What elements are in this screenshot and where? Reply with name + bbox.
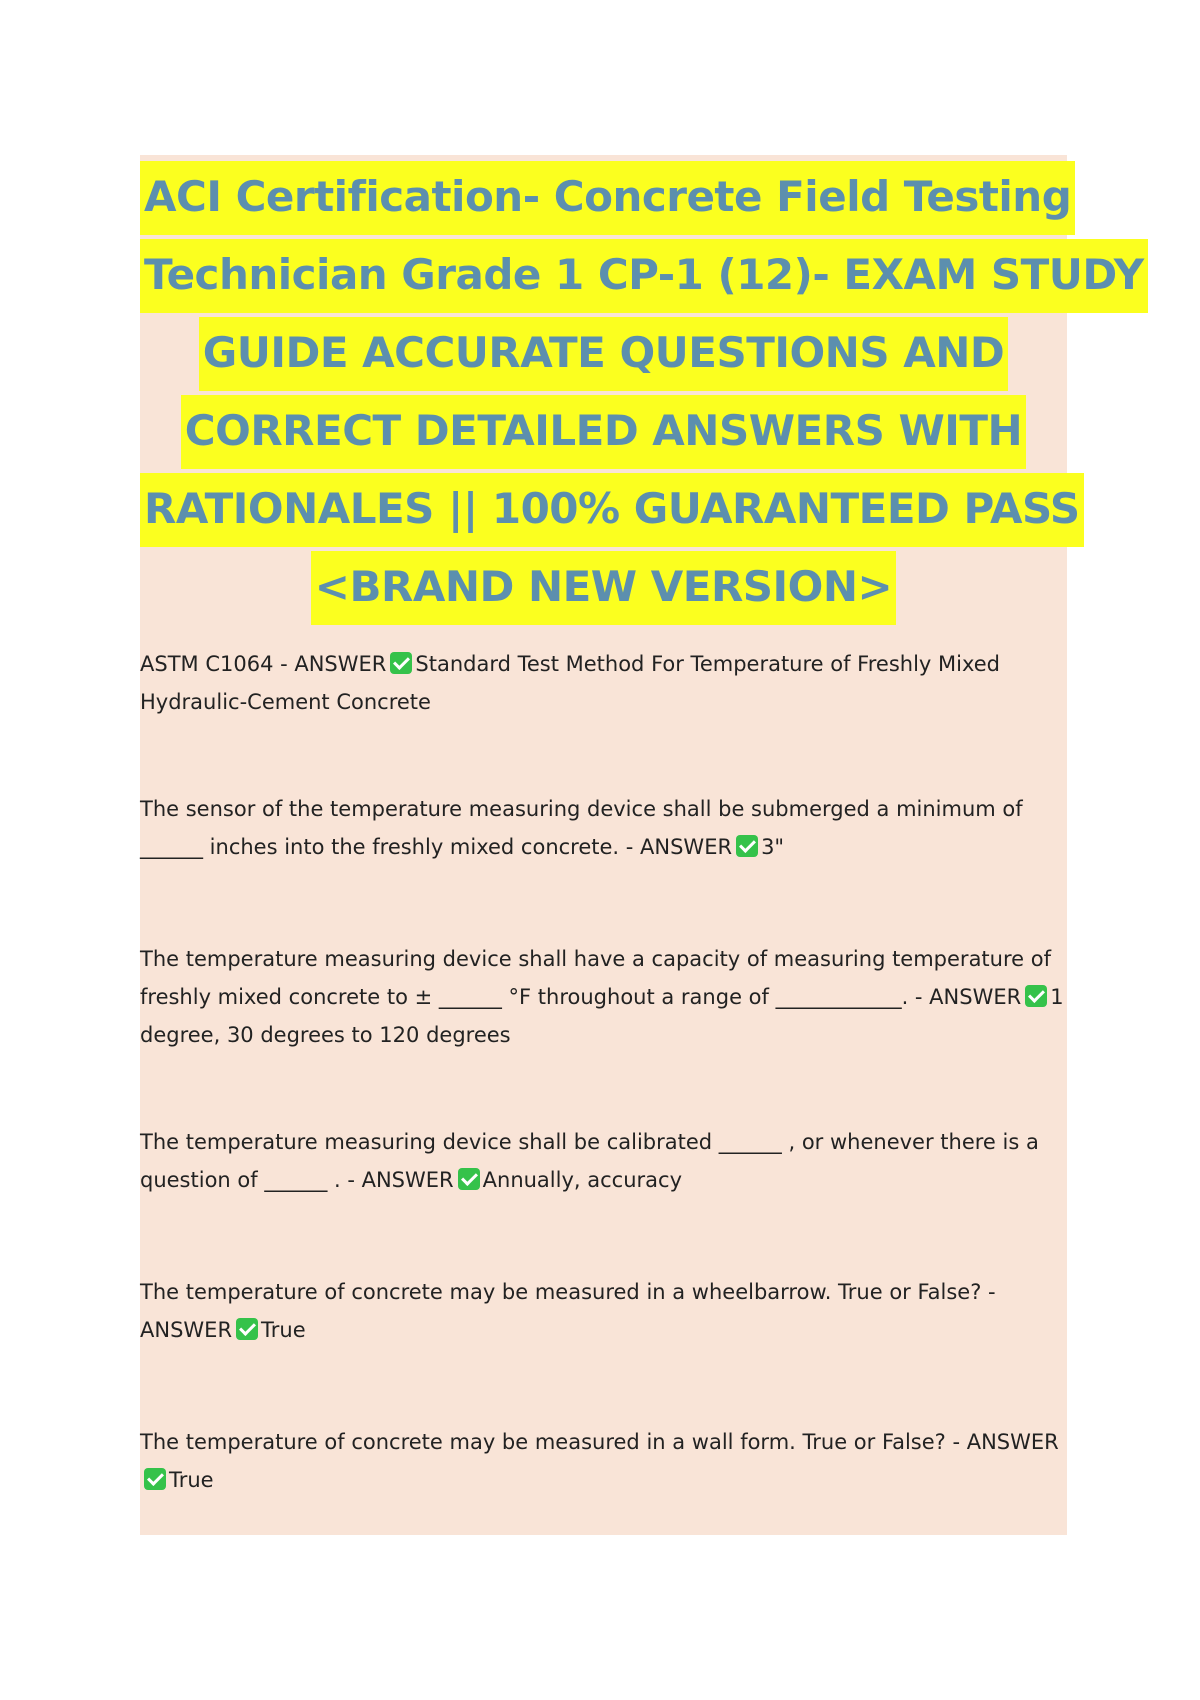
question-text: ASTM C1064 - ANSWER — [140, 652, 387, 676]
answer-text: 1 degree, 30 degrees to 120 degrees — [140, 985, 1064, 1047]
question-text: The temperature measuring device shall have a capacity of measuring temperature of freshly mixed concrete to ± ______ °F throughout a range of ____________. - ANSWER — [140, 947, 1051, 1009]
title-line-1: ACI Certification- Concrete Field Testing — [140, 161, 1075, 235]
qa-item-6 — [140, 1423, 1067, 1499]
answer-text: 3" — [761, 835, 785, 859]
question-text: The temperature of concrete may be measured in a wheelbarrow. True or False? - ANSWER — [140, 1280, 996, 1342]
qa-item-1 — [140, 645, 1067, 721]
answer-text: Standard Test Method For Temperature of Freshly Mixed Hydraulic-Cement Concrete — [140, 652, 1000, 714]
checkmark-icon — [144, 1468, 166, 1490]
answer-text: True — [169, 1468, 214, 1492]
question-text: The sensor of the temperature measuring device shall be submerged a minimum of ______ inches into the freshly mixed concrete. - ANSWER — [140, 797, 1023, 859]
answer-text: True — [261, 1318, 306, 1342]
question-text: The temperature of concrete may be measured in a wall form. True or False? - ANSWER — [140, 1430, 1059, 1454]
title-line-4: CORRECT DETAILED ANSWERS WITH — [181, 395, 1026, 469]
checkmark-icon — [390, 652, 412, 674]
document-page — [140, 155, 1144, 1535]
title-line-6: <BRAND NEW VERSION> — [311, 551, 896, 625]
qa-item-3 — [140, 940, 1067, 1054]
answer-text: Annually, accuracy — [482, 1168, 682, 1192]
document-title — [140, 155, 1144, 629]
checkmark-icon — [236, 1318, 258, 1340]
checkmark-icon — [1025, 985, 1047, 1007]
title-line-3: GUIDE ACCURATE QUESTIONS AND — [199, 317, 1008, 391]
checkmark-icon — [458, 1168, 480, 1190]
qa-item-5 — [140, 1273, 1067, 1349]
title-line-2: Technician Grade 1 CP-1 (12)- EXAM STUDY — [140, 239, 1148, 313]
question-text: The temperature measuring device shall be calibrated ______ , or whenever there is a question of ______ . - ANSWER — [140, 1130, 1039, 1192]
qa-item-4 — [140, 1123, 1067, 1199]
qa-item-2 — [140, 790, 1067, 866]
checkmark-icon — [736, 835, 758, 857]
title-line-5: RATIONALES || 100% GUARANTEED PASS — [140, 473, 1084, 547]
